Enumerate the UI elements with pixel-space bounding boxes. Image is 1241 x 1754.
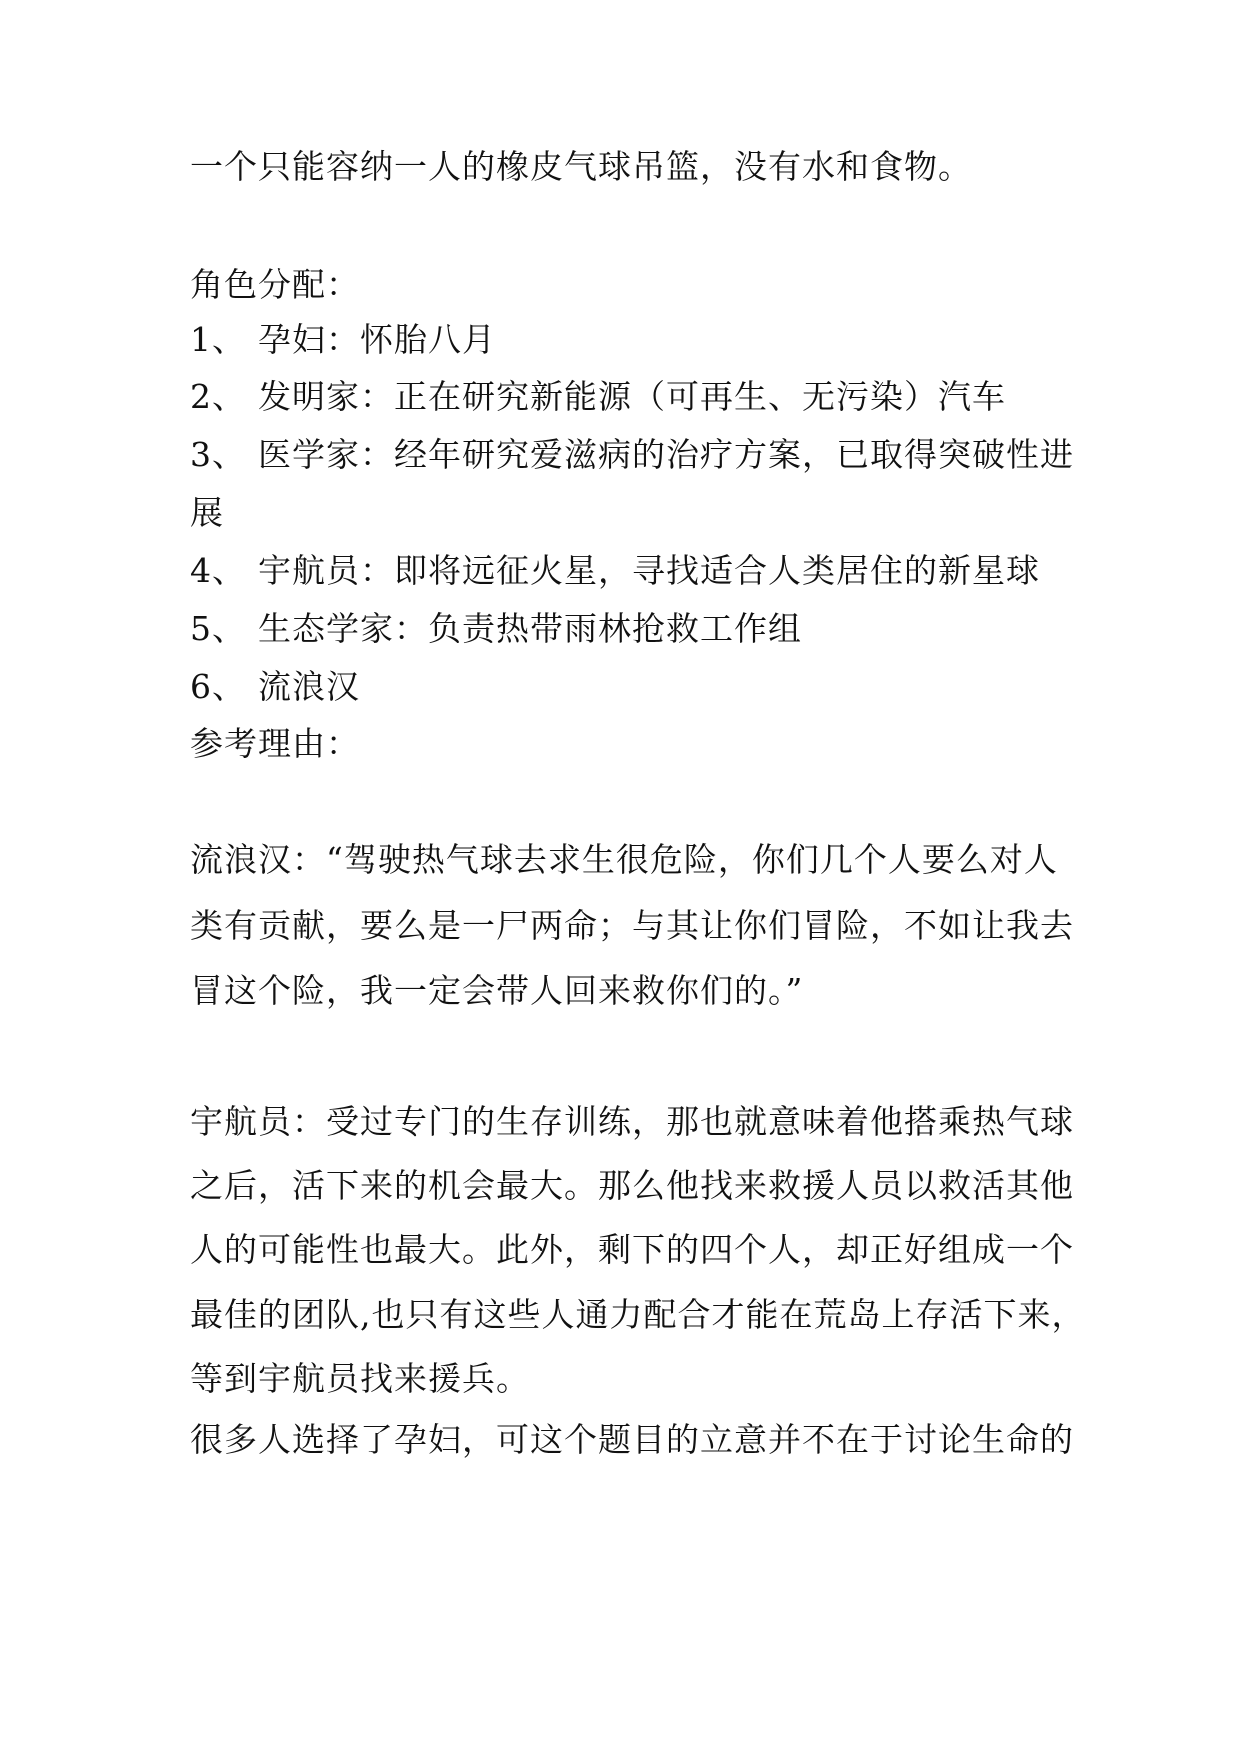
intro-text: 一个只能容纳一人的橡皮气球吊篮，没有水和食物。	[190, 147, 972, 186]
paragraph-line: 人的可能性也最大。此外，剩下的四个人，却正好组成一个	[190, 1230, 1074, 1269]
paragraph-line: 冒这个险，我一定会带人回来救你们的。”	[190, 971, 804, 1010]
paragraph-line: 很多人选择了孕妇，可这个题目的立意并不在于讨论生命的	[190, 1420, 1074, 1459]
roles-heading: 角色分配：	[190, 265, 360, 304]
role-continuation: 展	[190, 493, 224, 532]
reasons-heading: 参考理由：	[190, 724, 360, 763]
role-number: 6、	[190, 667, 246, 706]
role-text: 生态学家：负责热带雨林抢救工作组	[258, 609, 802, 648]
role-text: 发明家：正在研究新能源（可再生、无污染）汽车	[258, 377, 1006, 416]
role-text: 流浪汉	[258, 667, 360, 706]
role-number: 3、	[190, 435, 246, 474]
paragraph-line: 之后，活下来的机会最大。那么他找来救援人员以救活其他	[190, 1166, 1074, 1205]
paragraph-line: 等到宇航员找来援兵。	[190, 1359, 530, 1398]
role-item	[190, 435, 1074, 475]
paragraph-line: 流浪汉：“驾驶热气球去求生很危险，你们几个人要么对人	[190, 840, 1058, 879]
role-item	[190, 667, 360, 707]
paragraph-line: 最佳的团队,也只有这些人通力配合才能在荒岛上存活下来，	[190, 1295, 1086, 1334]
role-text: 医学家：经年研究爱滋病的治疗方案，已取得突破性进	[258, 435, 1074, 474]
role-number: 5、	[190, 609, 246, 648]
role-item	[190, 551, 1040, 591]
role-item	[190, 320, 496, 360]
role-text: 孕妇：怀胎八月	[258, 320, 496, 359]
role-number: 2、	[190, 377, 246, 416]
role-item	[190, 377, 1006, 417]
role-number: 4、	[190, 551, 246, 590]
paragraph-line: 类有贡献，要么是一尸两命；与其让你们冒险，不如让我去	[190, 906, 1074, 945]
role-number: 1、	[190, 320, 246, 359]
role-item	[190, 609, 802, 649]
paragraph-line: 宇航员：受过专门的生存训练，那也就意味着他搭乘热气球	[190, 1102, 1074, 1141]
role-text: 宇航员：即将远征火星，寻找适合人类居住的新星球	[258, 551, 1040, 590]
